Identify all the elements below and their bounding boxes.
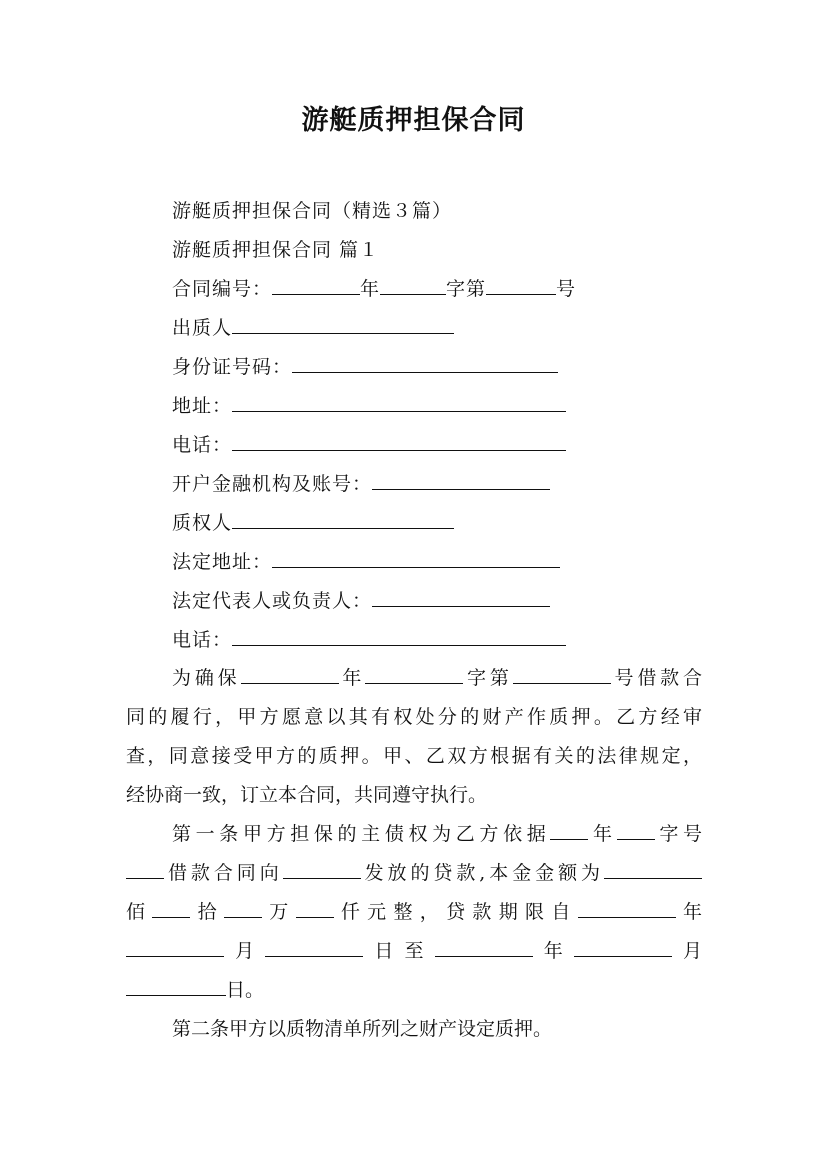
id-number-line xyxy=(172,353,558,381)
text-segment: 仟元整，贷款期限自 xyxy=(333,901,578,923)
article-one-line-3 xyxy=(126,893,702,932)
pledgee-line xyxy=(172,509,454,537)
blank-line xyxy=(283,859,361,879)
article-two xyxy=(126,1010,702,1049)
pledgor-blank xyxy=(232,314,454,334)
text-segment: 日至 xyxy=(363,940,435,962)
legal-address-blank xyxy=(272,548,560,568)
phone-blank xyxy=(232,431,566,451)
phone-label: 电话： xyxy=(172,434,233,456)
article-one xyxy=(126,815,702,1010)
text-segment: 为确保 xyxy=(172,667,241,689)
article-two-line-1: 第二条甲方以质物清单所列之财产设定质押。 xyxy=(172,1018,553,1040)
section-heading: 游艇质押担保合同 篇１ xyxy=(172,239,380,261)
blank-line xyxy=(574,937,672,957)
bank-account-line xyxy=(172,470,550,498)
address-line xyxy=(172,392,566,420)
phone-line xyxy=(172,431,566,459)
address-blank xyxy=(232,392,566,412)
purpose-line-1 xyxy=(126,659,702,698)
text-segment: 年 xyxy=(532,940,574,962)
bank-account-label: 开户金融机构及账号： xyxy=(172,473,373,495)
text-segment: 年 xyxy=(675,901,702,923)
blank-line xyxy=(578,898,676,918)
contract-number-blank xyxy=(486,275,556,295)
legal-address-label: 法定地址： xyxy=(172,551,273,573)
pledgee-label: 质权人 xyxy=(172,512,233,534)
pledgor-line xyxy=(172,314,454,342)
pledgee-blank xyxy=(232,509,454,529)
article-one-line-2 xyxy=(126,854,702,893)
text-segment: 年 xyxy=(588,823,617,845)
pledgor-label: 出质人 xyxy=(172,317,233,339)
blank-line xyxy=(152,898,190,918)
text-segment: 第一条甲方担保的主债权为乙方依据 xyxy=(172,823,551,845)
text-segment: 发放的贷款,本金金额为 xyxy=(360,862,604,884)
legal-representative-label: 法定代表人或负责人： xyxy=(172,590,373,612)
purpose-line-2: 同的履行，甲方愿意以其有权处分的财产作质押。乙方经审 xyxy=(126,706,702,728)
bank-account-blank xyxy=(372,470,550,490)
blank-line xyxy=(241,664,339,684)
text-segment: 佰 xyxy=(126,901,153,923)
blank-line xyxy=(435,937,533,957)
blank-line xyxy=(604,859,702,879)
legal-representative-blank xyxy=(372,587,550,607)
phone2-label: 电话： xyxy=(172,629,233,651)
subtitle: 游艇质押担保合同（精选３篇） xyxy=(172,200,453,222)
text-segment: 年 xyxy=(338,667,366,689)
blank-line xyxy=(296,898,334,918)
paragraph-purpose xyxy=(126,659,702,815)
blank-line xyxy=(126,859,164,879)
id-number-label: 身份证号码： xyxy=(172,356,293,378)
blank-line xyxy=(365,664,463,684)
text-segment: 号借款合 xyxy=(610,667,702,689)
year-text: 年 xyxy=(360,278,381,300)
text-segment: 日。 xyxy=(226,979,265,1001)
contract-char-blank xyxy=(380,275,446,295)
blank-line xyxy=(550,820,588,840)
number-suffix: 号 xyxy=(556,278,577,300)
purpose-line-3: 查，同意接受甲方的质押。甲、乙双方根据有关的法律规定， xyxy=(126,745,702,767)
contract-number-label: 合同编号： xyxy=(172,278,273,300)
legal-address-line xyxy=(172,548,560,576)
text-segment: 借款合同向 xyxy=(164,862,283,884)
text-segment: 字第 xyxy=(463,667,513,689)
blank-line xyxy=(265,937,363,957)
blank-line xyxy=(126,976,226,996)
article-one-line-4 xyxy=(126,932,702,971)
document-title: 游艇质押担保合同 xyxy=(301,105,526,136)
blank-line xyxy=(224,898,262,918)
blank-line xyxy=(513,664,611,684)
char-number-text: 字第 xyxy=(446,278,487,300)
phone2-blank xyxy=(232,626,566,646)
text-segment: 拾 xyxy=(190,901,224,923)
blank-line xyxy=(617,820,655,840)
id-number-blank xyxy=(292,353,558,373)
text-segment: 字号 xyxy=(654,823,702,845)
text-segment: 月 xyxy=(671,940,702,962)
contract-number-line xyxy=(172,275,576,303)
phone2-line xyxy=(172,626,566,654)
blank-line xyxy=(126,937,224,957)
text-segment: 万 xyxy=(261,901,296,923)
contract-year-blank xyxy=(272,275,360,295)
article-one-line-5 xyxy=(126,971,702,1010)
legal-representative-line xyxy=(172,587,550,615)
purpose-line-4: 经协商一致，订立本合同，共同遵守执行。 xyxy=(126,784,488,806)
address-label: 地址： xyxy=(172,395,233,417)
article-one-line-1 xyxy=(126,815,702,854)
text-segment: 月 xyxy=(224,940,266,962)
